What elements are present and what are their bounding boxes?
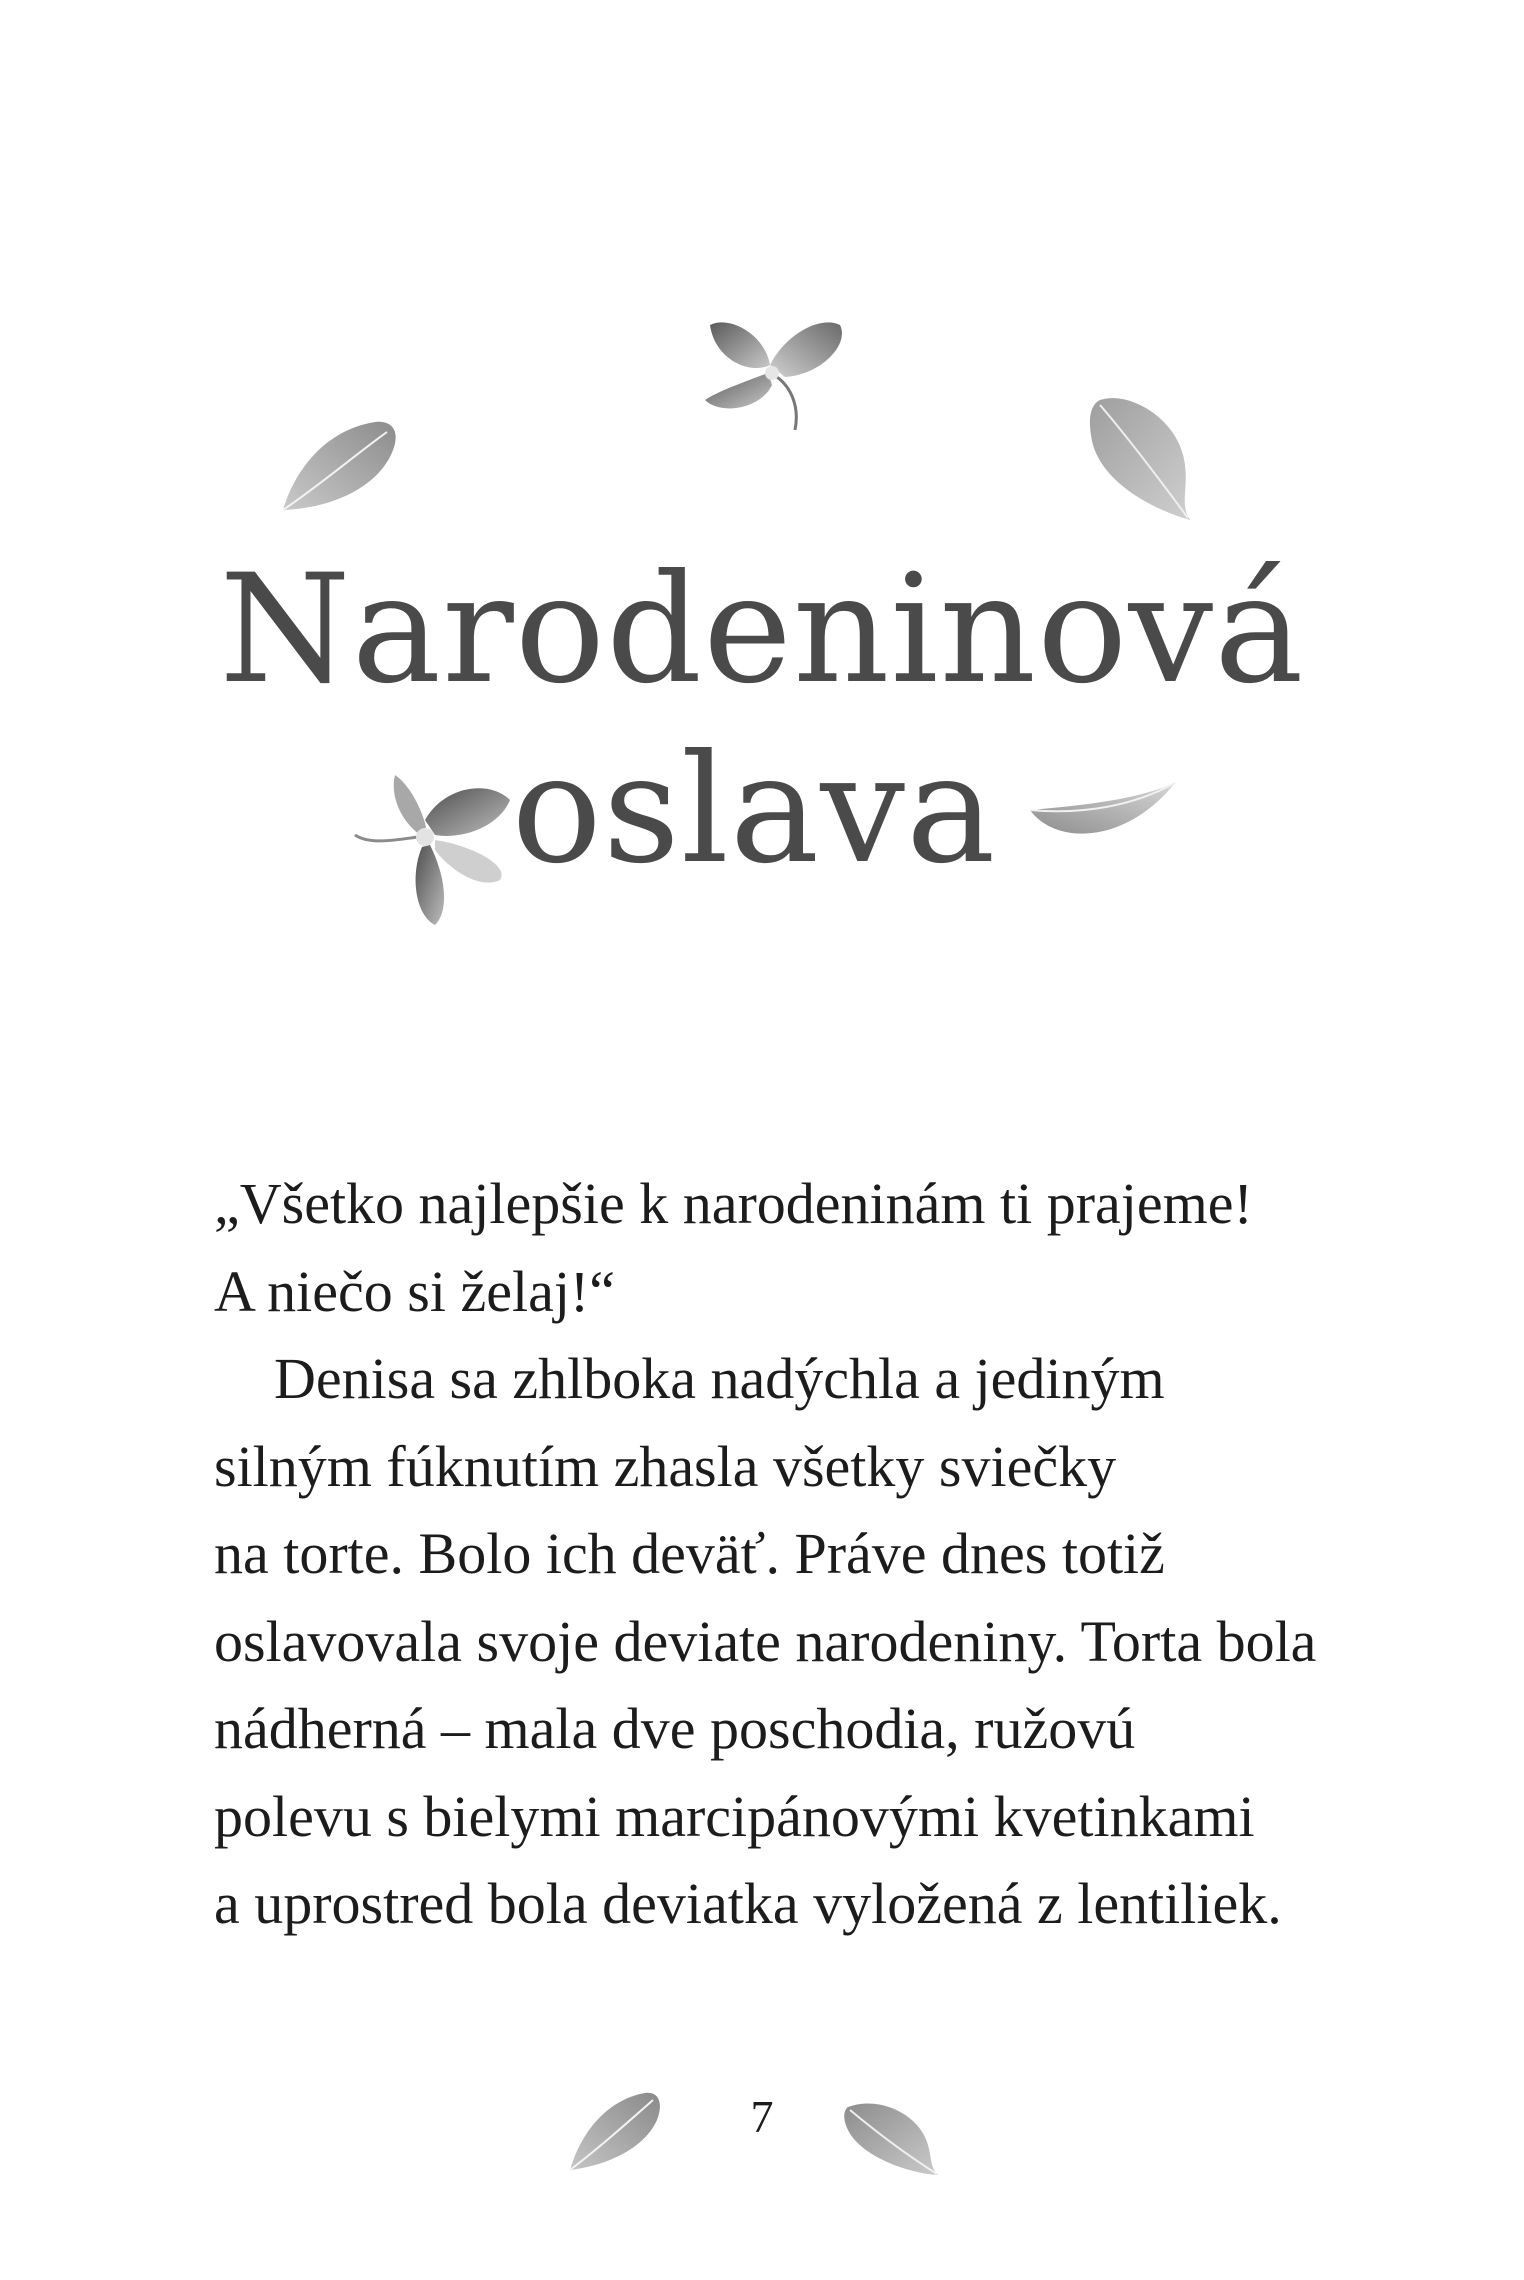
paragraph-2 bbox=[214, 1335, 1344, 1948]
text-line: silným fúknutím zhasla všetky sviečky bbox=[214, 1433, 1117, 1499]
text-line: na torte. Bolo ich deväť. Práve dnes totiž bbox=[214, 1521, 1165, 1586]
leaf-icon-footer-right bbox=[840, 2095, 940, 2180]
text-line: „Všetko najlepšie k narodeninám ti prajeme! bbox=[214, 1171, 1253, 1236]
text-line: oslavovala svoje deviate narodeniny. Torta bola bbox=[214, 1608, 1317, 1674]
page-number: 7 bbox=[750, 2091, 774, 2142]
chapter-title-line2: oslava bbox=[511, 723, 997, 897]
body-text bbox=[214, 1160, 1344, 1948]
text-line: a uprostred bola deviatka vyložená z lentiliek. bbox=[214, 1871, 1282, 1936]
chapter-title-line1: Narodeninová bbox=[219, 543, 1305, 717]
text-line: nádherná – mala dve poschodia, ružovú bbox=[214, 1696, 1136, 1761]
leaf-icon-top-right bbox=[1085, 390, 1195, 525]
paragraph-1 bbox=[214, 1160, 1344, 1335]
flower-icon-top bbox=[690, 305, 860, 445]
text-line: polevu s bielymi marcipánovými kvetinkami bbox=[214, 1783, 1255, 1849]
text-line: Denisa sa zhlboka nadýchla a jediným bbox=[274, 1346, 1165, 1411]
text-line: A niečo si želaj!“ bbox=[214, 1258, 615, 1324]
leaf-icon-top-left bbox=[275, 410, 405, 520]
